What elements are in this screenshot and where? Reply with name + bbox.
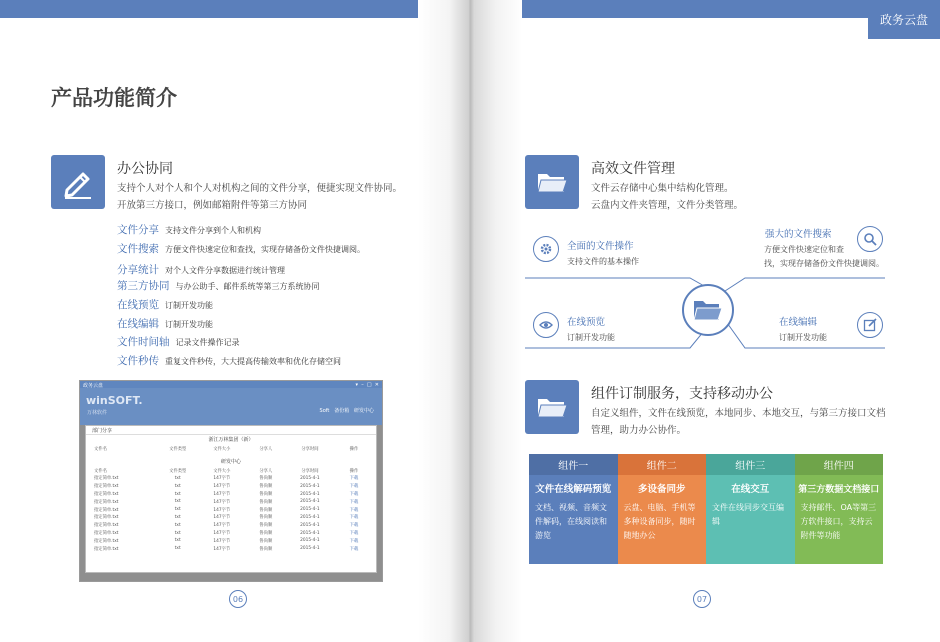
- table-header: [86, 467, 376, 475]
- feature-desc: 订制开发功能: [165, 320, 213, 329]
- feature-name: 在线预览: [117, 299, 159, 311]
- table-cell: 2015-4-1: [300, 499, 320, 505]
- download-link[interactable]: 下载: [349, 499, 359, 505]
- section-desc-manage-1: 文件云存储中心集中结构化管理。: [591, 183, 734, 194]
- table-cell: txt: [174, 538, 181, 544]
- app-screenshot: [79, 380, 383, 582]
- feature-desc: 订制开发功能: [165, 301, 213, 310]
- table-cell: txt: [174, 507, 181, 513]
- table-cell: 2015-4-1: [300, 507, 320, 513]
- col-header: 分享人: [259, 468, 273, 474]
- section-desc-collab-2: 开放第三方接口，例如邮箱附件等第三方协同: [117, 200, 308, 211]
- feature-title-edit: 在线编辑: [779, 317, 818, 328]
- table-cell: 2015-4-1: [300, 483, 320, 489]
- feature-name: 文件时间轴: [117, 336, 170, 348]
- table-cell: 2015-4-1: [300, 546, 320, 552]
- table-cell: txt: [174, 491, 181, 497]
- table-cell: 指定简单.txt: [94, 523, 119, 529]
- feature-name: 文件搜索: [117, 243, 159, 255]
- components-table: [529, 454, 883, 564]
- table-cell: 147字节: [213, 492, 231, 498]
- feature-item: [117, 262, 285, 277]
- app-titlebar: [80, 381, 382, 388]
- app-nav-item: Soft: [319, 408, 330, 414]
- table-row: [86, 482, 376, 490]
- app-nav-item: 备份箱: [334, 408, 350, 414]
- section-title-manage: 高效文件管理: [591, 161, 675, 177]
- col-header: 文件大小: [213, 468, 231, 474]
- table-cell: 147字节: [213, 476, 231, 482]
- component-title: 第三方数据文档接口: [798, 484, 880, 495]
- component-head: 组件三: [706, 454, 795, 475]
- table-cell: txt: [174, 499, 181, 505]
- feature-name: 文件秒传: [117, 355, 159, 367]
- table-cell: 147字节: [213, 531, 231, 537]
- table-cell: 鲁尚顺: [259, 484, 273, 490]
- app-header: [80, 381, 382, 425]
- feature-desc: 方便文件快速定位和查找，实现存储备份文件快捷调阅。: [165, 245, 365, 254]
- feature-desc: 与办公助手、邮件系统等第三方系统协同: [175, 282, 320, 291]
- section-desc-manage-2: 云盘内文件夹管理，文件分类管理。: [591, 200, 744, 211]
- table-cell: 指定简单.txt: [94, 507, 119, 513]
- table-cell: txt: [174, 483, 181, 489]
- dialog-group-title: 浙江万林集团（新）: [208, 437, 254, 443]
- feature-item: [117, 316, 213, 331]
- folder-tile: [525, 155, 579, 209]
- table-cell: 147字节: [213, 484, 231, 490]
- table-cell: 鲁尚顺: [259, 476, 273, 482]
- gear-icon: [539, 242, 553, 256]
- col-header: 操作: [349, 446, 359, 452]
- edit-badge: [857, 312, 883, 338]
- col-header: 文件大小: [213, 446, 231, 452]
- page-gutter: [418, 0, 522, 642]
- window-controls-icon: ▾ – □ ✕: [355, 382, 379, 388]
- component-desc: 文件在线同步交互编辑: [712, 503, 784, 526]
- component-col: [618, 454, 707, 564]
- table-row: [86, 490, 376, 498]
- search-icon: [863, 232, 877, 246]
- feature-desc-edit: 订制开发功能: [779, 333, 827, 342]
- table-cell: 鲁尚顺: [259, 523, 273, 529]
- feature-item: [117, 278, 320, 293]
- table-row: [86, 475, 376, 483]
- table-cell: 指定简单.txt: [94, 476, 119, 482]
- app-body: [80, 425, 382, 582]
- component-col: [795, 454, 884, 564]
- col-header: 分享时间: [301, 468, 319, 474]
- feature-title-search: 强大的文件搜索: [765, 229, 832, 240]
- table-cell: 鲁尚顺: [259, 531, 273, 537]
- app-logo: winSOFT.: [86, 394, 143, 407]
- component-desc: 文档、视频、音频文件解码，在线阅读和游览: [535, 503, 607, 540]
- col-header: 文件类型: [169, 468, 187, 474]
- feature-desc: 重复文件秒传，大大提高传输效率和优化存储空间: [165, 357, 341, 366]
- component-title: 多设备同步: [637, 484, 686, 495]
- feature-name: 第三方协同: [117, 280, 170, 292]
- feature-desc-preview: 订制开发功能: [567, 333, 615, 342]
- section-desc-components-2: 管理，助力办公协作。: [591, 425, 687, 436]
- section-title-collab: 办公协同: [117, 161, 173, 177]
- table-cell: 2015-4-1: [300, 522, 320, 528]
- search-badge: [857, 226, 883, 252]
- table-row: [86, 545, 376, 553]
- table-cell: 鲁尚顺: [259, 546, 273, 552]
- table-cell: 指定简单.txt: [94, 499, 119, 505]
- table-cell: 147字节: [213, 499, 231, 505]
- component-head: 组件四: [795, 454, 884, 475]
- feature-desc-search-2: 找，实现存储备份文件快捷调阅。: [764, 259, 884, 268]
- component-col: [706, 454, 795, 564]
- table-cell: txt: [174, 514, 181, 520]
- col-header: 分享时间: [301, 446, 319, 452]
- folder-icon: [536, 169, 568, 195]
- eye-badge: [533, 312, 559, 338]
- table-cell: 147字节: [213, 515, 231, 521]
- feature-item: [117, 334, 240, 349]
- feature-desc-search-1: 方便文件快速定位和查: [764, 245, 844, 254]
- component-col: [529, 454, 618, 564]
- feature-desc: 支持文件分享到个人和机构: [165, 226, 261, 235]
- share-dialog: [85, 425, 377, 573]
- download-link[interactable]: 下载: [349, 492, 359, 498]
- table-cell: 147字节: [213, 546, 231, 552]
- table-rows: [86, 475, 376, 553]
- brand-tab: 政务云盘: [868, 0, 940, 39]
- pencil-tile: [51, 155, 105, 209]
- folder-tile: [525, 380, 579, 434]
- component-head: 组件一: [529, 454, 618, 475]
- eye-icon: [539, 318, 553, 332]
- col-header: 文件名: [94, 468, 107, 474]
- table-cell: 鲁尚顺: [259, 499, 273, 505]
- feature-title-ops: 全面的文件操作: [567, 241, 634, 252]
- app-logo-sub: 万林软件: [87, 410, 108, 416]
- table-cell: txt: [174, 475, 181, 481]
- component-title: 在线交互: [731, 484, 770, 495]
- feature-item: [117, 353, 341, 368]
- folder-icon: [693, 298, 723, 322]
- col-header: 文件类型: [169, 446, 187, 452]
- feature-name: 文件分享: [117, 224, 159, 236]
- table-cell: 指定简单.txt: [94, 492, 119, 498]
- col-header: 操作: [349, 468, 359, 474]
- download-link[interactable]: 下载: [349, 507, 359, 513]
- table-cell: 指定简单.txt: [94, 515, 119, 521]
- component-head: 组件二: [618, 454, 707, 475]
- page-number: 07: [693, 590, 711, 608]
- table-cell: 147字节: [213, 507, 231, 513]
- download-link[interactable]: 下载: [349, 538, 359, 544]
- download-link[interactable]: 下载: [349, 515, 359, 521]
- table-cell: txt: [174, 522, 181, 528]
- col-header: 分享人: [259, 446, 273, 452]
- feature-name: 分享统计: [117, 264, 159, 276]
- table-cell: 2015-4-1: [300, 475, 320, 481]
- table-row: [86, 514, 376, 522]
- top-band: [0, 0, 470, 18]
- table-cell: txt: [174, 530, 181, 536]
- edit-icon: [863, 318, 877, 332]
- table-cell: 鲁尚顺: [259, 507, 273, 513]
- table-row: [86, 537, 376, 545]
- app-window-title: 政务云盘: [83, 383, 104, 389]
- table-row: [86, 521, 376, 529]
- table-row: [86, 529, 376, 537]
- feature-item: [117, 297, 213, 312]
- component-desc: 云盘、电脑、手机等多种设备同步，随时随地办公: [623, 503, 696, 540]
- feature-desc: 记录文件操作记录: [175, 338, 240, 347]
- table-cell: 2015-4-1: [300, 538, 320, 544]
- table-cell: 2015-4-1: [300, 491, 320, 497]
- table-row: [86, 506, 376, 514]
- center-hub: [682, 284, 734, 336]
- table-cell: 147字节: [213, 538, 231, 544]
- table-cell: 鲁尚顺: [259, 515, 273, 521]
- download-link[interactable]: 下载: [349, 476, 359, 482]
- table-cell: txt: [174, 546, 181, 552]
- table-cell: 指定简单.txt: [94, 546, 119, 552]
- feature-title-preview: 在线预览: [567, 317, 606, 328]
- download-link[interactable]: 下载: [349, 531, 359, 537]
- section-title-components: 组件订制服务，支持移动办公: [591, 386, 773, 402]
- table-header: [86, 445, 376, 453]
- page-number: 06: [229, 590, 247, 608]
- dialog-group-title: 研发中心: [220, 458, 241, 465]
- feature-desc-ops: 支持文件的基本操作: [567, 257, 639, 266]
- pencil-icon: [61, 165, 95, 199]
- table-cell: 指定简单.txt: [94, 538, 119, 544]
- table-cell: 2015-4-1: [300, 530, 320, 536]
- folder-icon: [536, 394, 568, 420]
- download-link[interactable]: 下载: [349, 484, 359, 490]
- feature-item: [117, 222, 261, 237]
- table-cell: 鲁尚顺: [259, 492, 273, 498]
- gear-badge: [533, 236, 559, 262]
- app-nav: [320, 407, 374, 414]
- col-header: 文件名: [94, 446, 107, 452]
- table-cell: 指定简单.txt: [94, 531, 119, 537]
- table-cell: 147字节: [213, 523, 231, 529]
- feature-desc: 对个人文件分享数据进行统计管理: [165, 266, 285, 275]
- section-desc-collab-1: 支持个人对个人和个人对机构之间的文件分享，便捷实现文件协同。: [117, 183, 403, 194]
- app-nav-item: 研发中心: [353, 408, 374, 414]
- page-heading: 产品功能简介: [51, 86, 177, 110]
- section-desc-components-1: 自定义组件，文件在线预览，本地同步、本地交互，与第三方接口文档: [591, 408, 886, 419]
- component-desc: 支持邮件、OA等第三方软件接口，支持云附件等功能: [800, 503, 877, 540]
- table-cell: 2015-4-1: [300, 514, 320, 520]
- download-link[interactable]: 下载: [349, 523, 359, 529]
- table-cell: 鲁尚顺: [259, 538, 273, 544]
- table-row: [86, 498, 376, 506]
- feature-item: [117, 241, 365, 256]
- download-link[interactable]: 下载: [349, 546, 359, 552]
- feature-name: 在线编辑: [117, 318, 159, 330]
- component-title: 文件在线解码预览: [535, 484, 612, 495]
- dialog-title: 部门分享: [86, 426, 376, 435]
- table-cell: 指定简单.txt: [94, 484, 119, 490]
